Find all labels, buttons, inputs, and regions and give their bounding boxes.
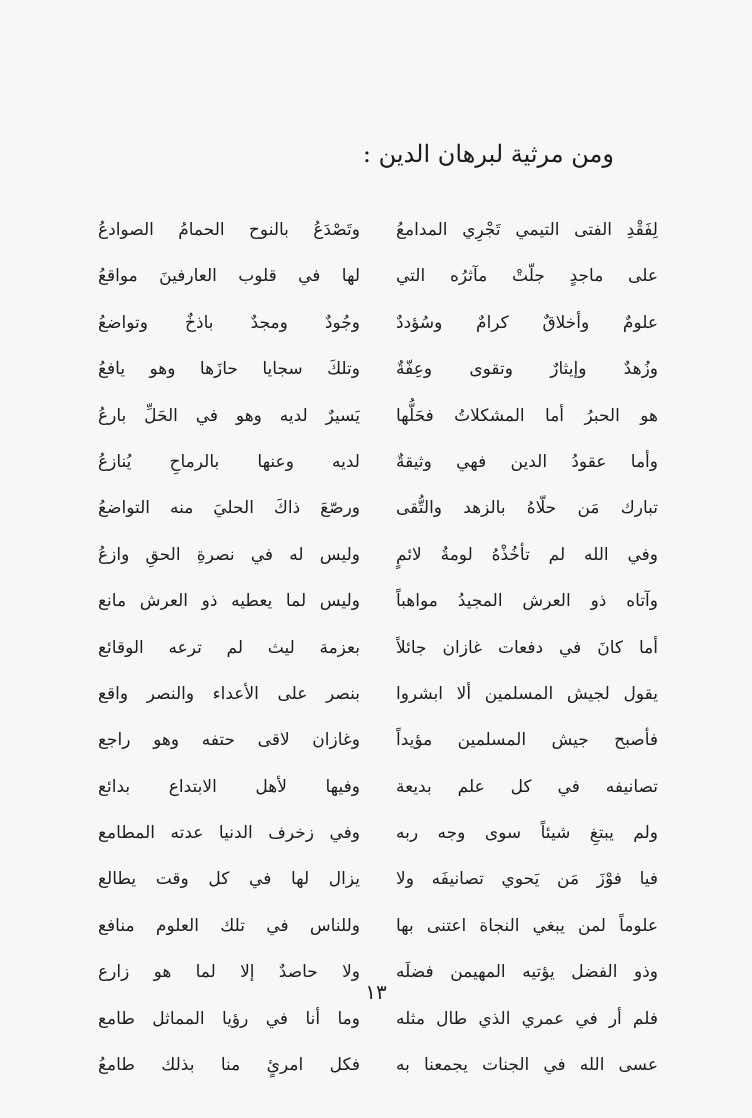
verse-second-hemistich: يزال لها في كل وقت يطالع bbox=[98, 869, 360, 890]
verse-row bbox=[98, 532, 658, 578]
verse-second-hemistich: ولا حاصدٌ إلا لما هو زارع bbox=[98, 962, 360, 983]
verse-first-hemistich: وآتاه ذو العرش المجيدُ مواهباً bbox=[396, 591, 658, 612]
verse-second-hemistich: بنصر على الأعداء والنصر واقع bbox=[98, 683, 360, 704]
verse-row bbox=[98, 1042, 658, 1088]
verse-first-hemistich: لِفَقْدِ الفتى التيمي تَجْرِي المدامعُ bbox=[396, 220, 658, 240]
verse-second-hemistich: وتلكَ سجايا حازَها وهو يافعُ bbox=[98, 359, 360, 380]
verse-first-hemistich: فيا فوْزَ مَن يَحوي تصانيفَه ولا bbox=[396, 869, 658, 890]
verse-second-hemistich: ورصّعَ ذاكَ الحليَ منه التواضعُ bbox=[98, 498, 360, 519]
verse-second-hemistich: لديه وعنها بالرماحِ يُنازعُ bbox=[98, 451, 360, 472]
verse-first-hemistich: فلم أر في عمري الذي طال مثله bbox=[396, 1008, 658, 1029]
verse-second-hemistich: بعزمة ليث لم ترعه الوقائع bbox=[98, 637, 360, 658]
verse-first-hemistich: وأما عقودُ الدين فهي وثيقةٌ bbox=[396, 451, 658, 472]
verse-first-hemistich: يقول لجيش المسلمين ألا ابشروا bbox=[396, 683, 658, 704]
verse-row bbox=[98, 856, 658, 902]
verse-second-hemistich: يَسيرٌ لديه وهو في الحَلِّ بارعُ bbox=[98, 405, 360, 426]
verse-row bbox=[98, 346, 658, 392]
verse-first-hemistich: وذو الفضل يؤتيه المهيمن فضلَه bbox=[396, 962, 658, 983]
verse-second-hemistich: وفي زخرف الدنيا عدته المطامع bbox=[98, 823, 360, 844]
verse-row bbox=[98, 903, 658, 949]
verse-row bbox=[98, 253, 658, 299]
verse-row bbox=[98, 625, 658, 671]
verse-second-hemistich: فكل امرئٍ منا بذلك طامعُ bbox=[98, 1055, 360, 1076]
verse-second-hemistich: وللناس في تلك العلوم منافع bbox=[98, 915, 360, 936]
verse-first-hemistich: علوماً لمن يبغي النجاة اعتنى بها bbox=[396, 915, 658, 936]
verse-row bbox=[98, 485, 658, 531]
verse-row bbox=[98, 393, 658, 439]
verse-first-hemistich: ولم يبتغِ شيئاً سوى وجه ربه bbox=[396, 823, 658, 844]
verse-row bbox=[98, 717, 658, 763]
verse-row bbox=[98, 439, 658, 485]
verse-second-hemistich: وليس لما يعطيه ذو العرش مانع bbox=[98, 591, 360, 612]
verse-first-hemistich: وزُهدٌ وإيثارٌ وتقوى وعِفّةٌ bbox=[396, 359, 658, 380]
verse-second-hemistich: وغازان لاقى حتفه وهو راجع bbox=[98, 730, 360, 751]
verse-first-hemistich: فأصبح جيش المسلمين مؤيداً bbox=[396, 730, 658, 751]
poem-heading: ومن مرثية لبرهان الدين : bbox=[362, 140, 614, 168]
verse-second-hemistich: وما أنا في رؤيا المماثل طامع bbox=[98, 1008, 360, 1029]
verse-first-hemistich: أما كانَ في دفعات غازان جائلاً bbox=[396, 637, 658, 658]
verse-first-hemistich: هو الحبرُ أما المشكلاتُ فحَلُّها bbox=[396, 405, 658, 426]
verse-second-hemistich: وليس له في نصرةِ الحقِ وازعُ bbox=[98, 544, 360, 565]
verse-row bbox=[98, 810, 658, 856]
verse-first-hemistich: عسى الله في الجنات يجمعنا به bbox=[396, 1055, 658, 1076]
verse-first-hemistich: تبارك مَن حلّاهُ بالزهد والتُّقى bbox=[396, 498, 658, 519]
verse-second-hemistich: وتَصْدَعُ بالنوح الحمامُ الصوادعُ bbox=[98, 220, 360, 240]
verse-first-hemistich: تصانيفه في كل علم بديعة bbox=[396, 776, 658, 797]
verse-first-hemistich: على ماجدٍ جلّتْ مآثرُه التي bbox=[396, 266, 658, 287]
verse-second-hemistich: لها في قلوب العارفينَ مواقعُ bbox=[98, 266, 360, 287]
verse-row bbox=[98, 578, 658, 624]
verse-row bbox=[98, 300, 658, 346]
verse-row bbox=[98, 671, 658, 717]
verse-row bbox=[98, 207, 658, 253]
verse-first-hemistich: وفي الله لم تأخُذْهُ لومةُ لائمٍ bbox=[396, 544, 658, 565]
verse-first-hemistich: علومٌ وأخلاقٌ كرامٌ وسُؤددٌ bbox=[396, 312, 658, 333]
verse-second-hemistich: وفيها لأهل الابتداع بدائع bbox=[98, 776, 360, 797]
verse-second-hemistich: وجُودٌ ومجدٌ باذخٌ وتواضعُ bbox=[98, 312, 360, 333]
verse-row bbox=[98, 764, 658, 810]
page-number: ١٣ bbox=[365, 980, 387, 1004]
